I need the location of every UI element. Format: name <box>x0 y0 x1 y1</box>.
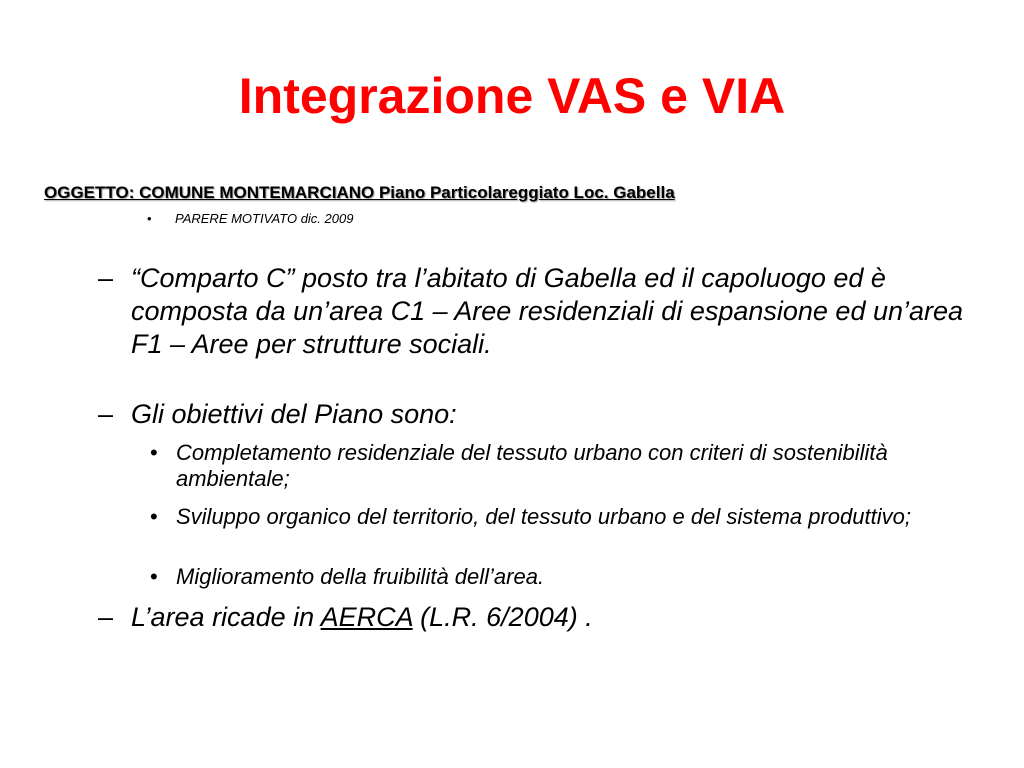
obiettivo-item-text: Miglioramento della fruibilità dell’area. <box>176 564 545 589</box>
slide-title: Integrazione VAS e VIA <box>238 68 786 124</box>
bullet-dash-icon: – <box>98 263 114 293</box>
bullet-obiettivi-text: Gli obiettivi del Piano sono: <box>131 399 457 429</box>
bullet-comparto-text: “Comparto C” posto tra l’abitato di Gabella ed il capoluogo ed è composta da un’area C1 – Aree residenziali di espansione ed un’area F1 – Aree per strutture sociali. <box>131 263 964 359</box>
bullet-dot-icon: • <box>147 211 152 226</box>
bullet-dot-icon: • <box>150 504 158 529</box>
bullet-dot-icon: • <box>150 440 158 465</box>
obiettivo-item-text: Sviluppo organico del territorio, del tessuto urbano e del sistema produttivo; <box>176 504 911 529</box>
bullet-comparto <box>98 262 978 361</box>
obiettivo-item <box>150 440 1000 492</box>
obiettivo-item <box>150 504 1000 530</box>
obiettivo-item-text: Completamento residenziale del tessuto urbano con criteri di sostenibilità ambientale; <box>176 440 888 491</box>
bullet-area <box>98 601 978 634</box>
sub-bullet-parere <box>147 210 353 228</box>
bullet-area-text <box>131 601 978 634</box>
area-suffix: (L.R. 6/2004) . <box>412 602 593 632</box>
area-prefix: L’area ricade in <box>131 602 321 632</box>
bullet-obiettivi <box>98 398 978 431</box>
sub-bullet-text: PARERE MOTIVATO dic. 2009 <box>175 211 354 226</box>
subject-heading: OGGETTO: COMUNE MONTEMARCIANO Piano Particolareggiato Loc. Gabella <box>44 183 675 202</box>
bullet-dot-icon: • <box>150 564 158 589</box>
bullet-dash-icon: – <box>98 602 114 632</box>
obiettivo-item <box>150 564 1000 590</box>
bullet-dash-icon: – <box>98 399 114 429</box>
aerca-link[interactable]: AERCA <box>320 602 413 632</box>
